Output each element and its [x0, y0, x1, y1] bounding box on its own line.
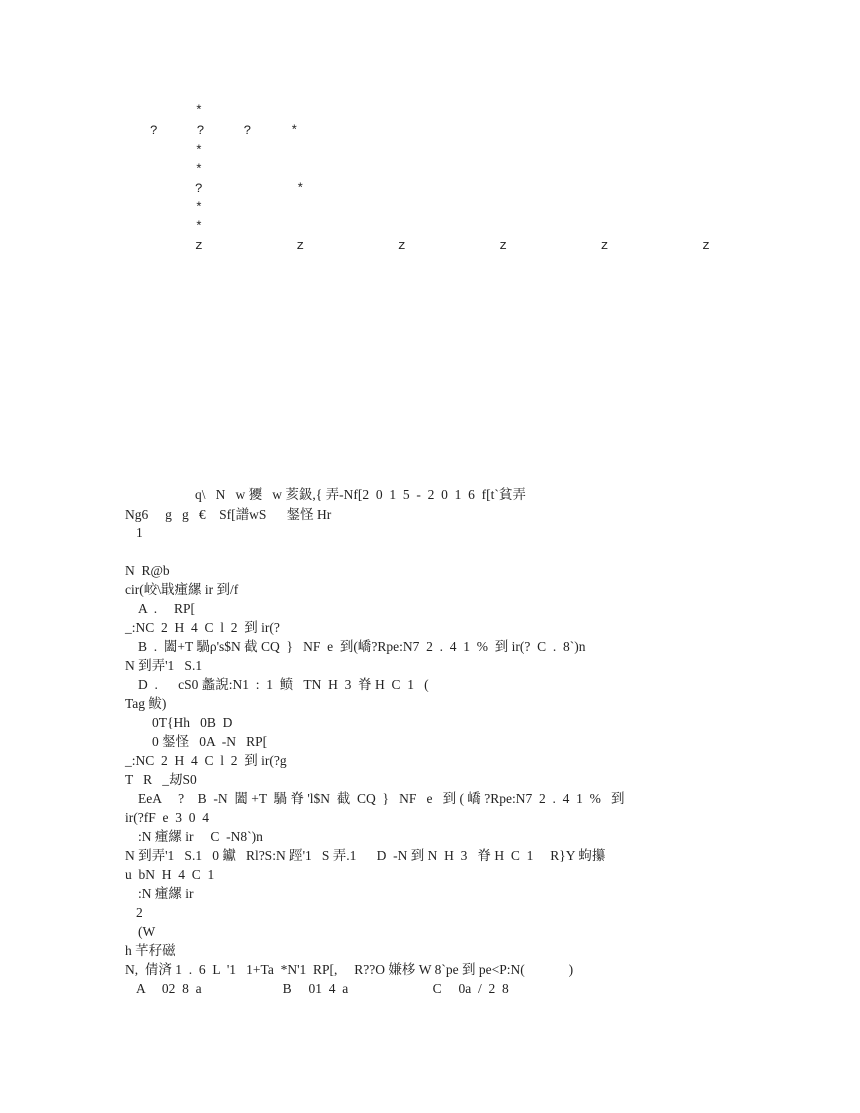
- body-line-7: _:NC 2 H 4 C l 2 到 ir(?: [125, 620, 280, 635]
- body-line-17: ir(?fF e 3 0 4: [125, 810, 209, 825]
- body-line-6: A . RP[: [138, 601, 196, 616]
- header-line-4: *: [195, 162, 203, 177]
- body-line-25: N, 倩済 1 . 6 L '1 1+Ta *N'1 RP[, R??O 嫌栘 W 8`pe 到 pe<P:N( ): [125, 962, 574, 977]
- header-line-3: *: [195, 143, 203, 158]
- body-line-18: :N 瘇縲 ir C -N8`)n: [138, 829, 263, 844]
- body-line-13: 0 錖怪 0A -N RP[: [152, 734, 268, 749]
- body-line-5: cir(峧\戢瘇縲 ir 到/f: [125, 582, 239, 597]
- body-line-2: Ng6 g g € Sf[譜wS 錖怪 Hr: [125, 507, 332, 522]
- body-line-15: T R _刼S0: [125, 772, 197, 787]
- header-line-6: *: [195, 200, 203, 215]
- body-line-16: EeA ? B -N 闔 +T 騧 脊 'l$N 截 CQ } NF e 到 ( 嶠 ?Rpe:N7 2 . 4 1 % 到: [138, 791, 625, 806]
- body-line-1: q\ N w 獿 w 荄鈒,{ 弄-Nf[2 0 1 5 - 2 0 1 6 f[t`貧弄: [195, 487, 526, 502]
- body-line-20: u bN H 4 C 1: [125, 867, 215, 882]
- header-line-7: *: [195, 219, 203, 234]
- header-line-5: ? *: [195, 181, 305, 196]
- body-line-14: _:NC 2 H 4 C l 2 到 ir(?g: [125, 753, 287, 768]
- header-line-8: z z z z z z: [195, 238, 710, 253]
- body-line-10: D . cS0 蠡誽:N1 : 1 鲼 TN H 3 脊 H C 1 (: [138, 677, 429, 692]
- body-line-3: 1: [136, 525, 143, 540]
- body-line-11: Tag 鲅): [125, 696, 167, 711]
- body-line-26: A 02 8 a B 01 4 a C 0a / 2 8: [136, 981, 509, 996]
- body-line-19: N 到弄'1 S.1 0 钀 Rl?S:N 踁'1 S 弄.1 D -N 到 N H 3 脊 H C 1 R}Y 蚼攥: [125, 848, 606, 863]
- body-line-23: (W: [138, 924, 156, 939]
- body-line-21: :N 瘇縲 ir: [138, 886, 194, 901]
- body-line-24: h 芊秄磁: [125, 943, 176, 958]
- header-line-1: *: [195, 103, 203, 118]
- body-line-22: 2: [136, 905, 143, 920]
- header-line-2: ? ? ? *: [150, 123, 299, 138]
- body-line-8: B . 闔+T 騧ρ's$N 截 CQ } NF e 到(嶠?Rpe:N7 2 . 4 1 % 到 ir(? C . 8`)n: [138, 639, 586, 654]
- body-line-9: N 到弄'1 S.1: [125, 658, 203, 673]
- body-line-12: 0T{Hh 0B D: [152, 715, 233, 730]
- body-line-4: N R@b: [125, 563, 170, 578]
